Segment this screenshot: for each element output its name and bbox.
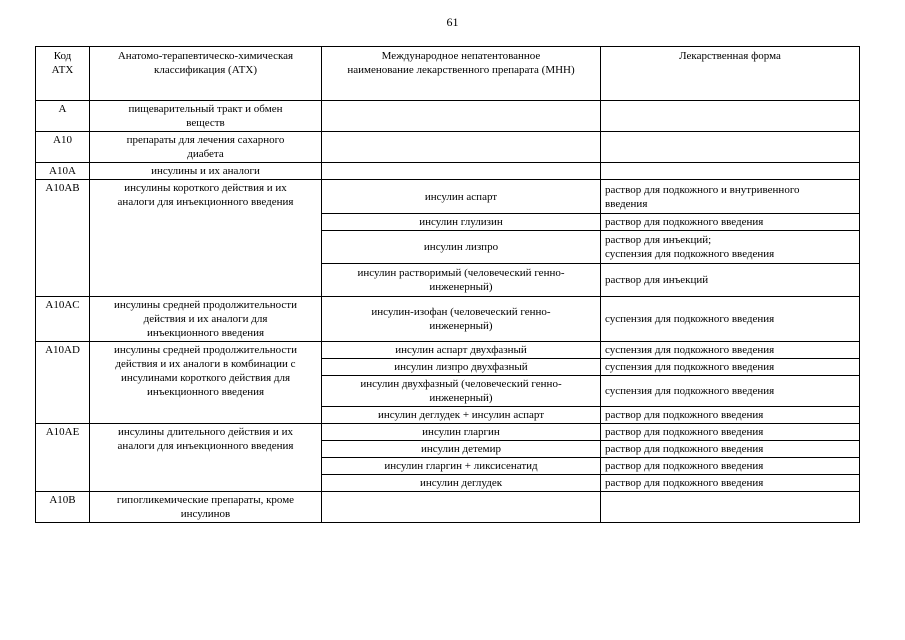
mnn-cell	[322, 101, 601, 132]
mnn-cell: инсулин деглудек + инсулин аспарт	[322, 407, 601, 424]
form-cell: раствор для подкожного введения	[601, 424, 860, 441]
form-cell: раствор для подкожного введения	[601, 458, 860, 475]
mnn-cell: инсулин гларгин	[322, 424, 601, 441]
atc-name: инсулины средней продолжительности действия и их аналоги в комбинации с инсулинами короткого действия для инъекционного введения	[90, 342, 322, 424]
mnn-cell: инсулин глулизин	[322, 214, 601, 231]
atc-name: инсулины и их аналоги	[90, 163, 322, 180]
mnn-cell: инсулин-изофан (человеческий генно- инженерный)	[322, 297, 601, 342]
table-row	[36, 180, 860, 214]
atc-name: инсулины короткого действия и их аналоги для инъекционного введения	[90, 180, 322, 297]
atc-code: A10AB	[36, 180, 90, 297]
mnn-cell: инсулин гларгин + ликсисенатид	[322, 458, 601, 475]
form-cell: раствор для подкожного введения	[601, 407, 860, 424]
table-row	[36, 342, 860, 359]
form-cell	[601, 132, 860, 163]
form-cell: раствор для подкожного введения	[601, 214, 860, 231]
atc-name: пищеварительный тракт и обмен веществ	[90, 101, 322, 132]
atc-code: A10AE	[36, 424, 90, 492]
header-dosage-form: Лекарственная форма	[601, 47, 860, 101]
mnn-cell: инсулин детемир	[322, 441, 601, 458]
atc-name: инсулины средней продолжительности действия и их аналоги для инъекционного введения	[90, 297, 322, 342]
mnn-cell	[322, 163, 601, 180]
atc-code: A	[36, 101, 90, 132]
form-cell: суспензия для подкожного введения	[601, 376, 860, 407]
atc-code: A10AC	[36, 297, 90, 342]
header-mnn: Международное непатентованное наименование лекарственного препарата (МНН)	[322, 47, 601, 101]
atc-name: гипогликемические препараты, кроме инсулинов	[90, 492, 322, 523]
form-cell	[601, 101, 860, 132]
mnn-cell: инсулин растворимый (человеческий генно- инженерный)	[322, 264, 601, 297]
table-row	[36, 492, 860, 523]
mnn-cell	[322, 132, 601, 163]
mnn-cell	[322, 492, 601, 523]
form-cell: раствор для подкожного введения	[601, 475, 860, 492]
header-atc-classification: Анатомо-терапевтическо-химическая классификация (АТХ)	[90, 47, 322, 101]
mnn-cell: инсулин двухфазный (человеческий генно- инженерный)	[322, 376, 601, 407]
table-row	[36, 132, 860, 163]
table-row	[36, 297, 860, 342]
form-cell	[601, 492, 860, 523]
form-cell: раствор для инъекций	[601, 264, 860, 297]
form-cell: раствор для подкожного введения	[601, 441, 860, 458]
atc-table	[35, 46, 860, 523]
atc-code: A10AD	[36, 342, 90, 424]
atc-code: A10B	[36, 492, 90, 523]
atc-name: препараты для лечения сахарного диабета	[90, 132, 322, 163]
page-number: 61	[446, 15, 459, 29]
atc-code: A10	[36, 132, 90, 163]
form-cell: суспензия для подкожного введения	[601, 342, 860, 359]
form-cell: суспензия для подкожного введения	[601, 297, 860, 342]
mnn-cell: инсулин аспарт двухфазный	[322, 342, 601, 359]
mnn-cell: инсулин лизпро двухфазный	[322, 359, 601, 376]
form-cell: суспензия для подкожного введения	[601, 359, 860, 376]
form-cell: раствор для инъекций; суспензия для подкожного введения	[601, 231, 860, 264]
mnn-cell: инсулин лизпро	[322, 231, 601, 264]
mnn-cell: инсулин деглудек	[322, 475, 601, 492]
atc-code: A10A	[36, 163, 90, 180]
table-row	[36, 163, 860, 180]
table-row	[36, 424, 860, 441]
form-cell	[601, 163, 860, 180]
form-cell: раствор для подкожного и внутривенного введения	[601, 180, 860, 214]
header-code: Код АТХ	[36, 47, 90, 101]
table-header-row	[36, 47, 860, 101]
atc-name: инсулины длительного действия и их аналоги для инъекционного введения	[90, 424, 322, 492]
mnn-cell: инсулин аспарт	[322, 180, 601, 214]
table-row	[36, 101, 860, 132]
